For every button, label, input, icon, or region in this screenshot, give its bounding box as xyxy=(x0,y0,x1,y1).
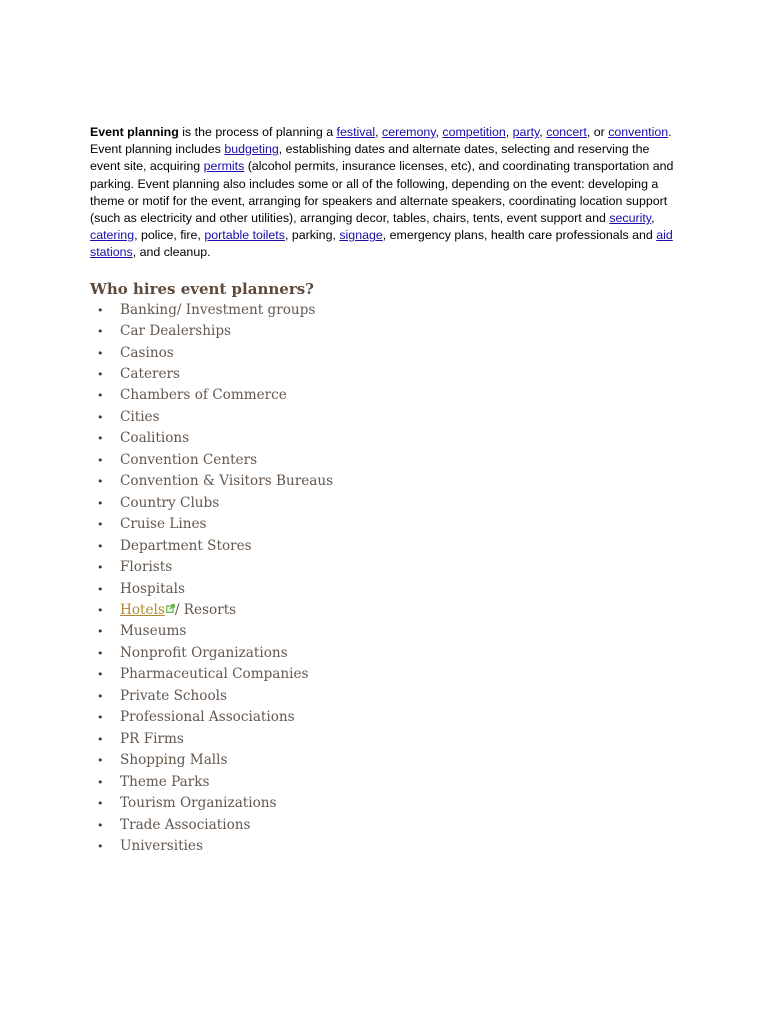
list-item-label: Convention Centers xyxy=(120,451,258,468)
intro-text: , and cleanup. xyxy=(132,245,211,260)
list-item xyxy=(90,729,680,750)
link-party[interactable]: party xyxy=(512,125,540,139)
bullet-icon: • xyxy=(97,432,104,446)
intro-sep: , xyxy=(505,125,513,139)
list-item-label: Museums xyxy=(120,623,187,640)
section-heading: Who hires event planners? xyxy=(90,279,314,298)
intro-text: , establishing dates and alternate dates, selecting and reserving the event site, acquiring xyxy=(90,142,650,174)
intro-text: is the process of planning a xyxy=(178,125,337,139)
bullet-icon: • xyxy=(97,539,104,553)
list-item xyxy=(90,536,680,557)
bullet-icon: • xyxy=(97,646,104,660)
link-festival[interactable]: festival xyxy=(336,125,376,139)
bullet-icon: • xyxy=(97,410,104,424)
list-item-label: Nonprofit Organizations xyxy=(120,644,288,661)
list-item xyxy=(90,579,680,600)
list-item xyxy=(90,815,680,836)
list-item xyxy=(90,707,680,728)
bullet-icon: • xyxy=(97,582,104,596)
link-concert[interactable]: concert xyxy=(546,125,587,139)
intro-text: , emergency plans, health care professionals and xyxy=(382,228,657,243)
link-competition[interactable]: competition xyxy=(442,125,506,139)
list-item-label: Universities xyxy=(120,837,203,854)
intro-paragraph xyxy=(90,124,680,262)
list-item-label: PR Firms xyxy=(120,730,184,747)
list-item-label: Country Clubs xyxy=(120,494,220,511)
list-item-label: Cities xyxy=(120,408,160,425)
intro-text: , or xyxy=(586,125,609,139)
list-item-label: Chambers of Commerce xyxy=(120,387,287,404)
bullet-icon: • xyxy=(97,325,104,339)
bullet-icon: • xyxy=(97,797,104,811)
link-security[interactable]: security xyxy=(609,211,652,226)
document-page xyxy=(90,124,680,857)
list-item-label: Caterers xyxy=(120,365,181,382)
link-signage[interactable]: signage xyxy=(339,228,383,243)
list-item-label: Department Stores xyxy=(120,537,252,554)
bullet-icon: • xyxy=(97,732,104,746)
list-item xyxy=(90,493,680,514)
bullet-icon: • xyxy=(97,453,104,467)
bullet-icon: • xyxy=(97,711,104,725)
link-catering[interactable]: catering xyxy=(90,228,135,243)
intro-text: . Event planning includes xyxy=(90,125,672,157)
list-item-label: Trade Associations xyxy=(120,816,251,833)
list-item-label: Tourism Organizations xyxy=(120,795,277,812)
intro-text: , parking, xyxy=(284,228,340,243)
list-item-label: Convention & Visitors Bureaus xyxy=(120,473,334,490)
bullet-icon: • xyxy=(97,818,104,832)
planners-list xyxy=(90,300,680,858)
bullet-icon: • xyxy=(97,346,104,360)
list-item-label: Shopping Malls xyxy=(120,752,228,769)
link-ceremony[interactable]: ceremony xyxy=(382,125,436,139)
list-item-label: Professional Associations xyxy=(120,709,295,726)
list-item xyxy=(90,772,680,793)
bullet-icon: • xyxy=(97,625,104,639)
bullet-icon: • xyxy=(97,475,104,489)
bullet-icon: • xyxy=(97,668,104,682)
list-item xyxy=(90,664,680,685)
bullet-icon: • xyxy=(97,775,104,789)
list-item xyxy=(90,514,680,535)
list-item xyxy=(90,450,680,471)
link-aid-stations[interactable]: aid stations xyxy=(90,228,673,260)
list-item xyxy=(90,750,680,771)
link-permits[interactable]: permits xyxy=(203,159,245,174)
bullet-icon: • xyxy=(97,389,104,403)
list-item xyxy=(90,621,680,642)
external-link-icon[interactable] xyxy=(166,604,175,613)
list-item xyxy=(90,407,680,428)
list-item xyxy=(90,300,680,321)
link-budgeting[interactable]: budgeting xyxy=(224,142,279,157)
bullet-icon: • xyxy=(97,496,104,510)
intro-text: (alcohol permits, insurance licenses, etc), and coordinating transportation and parking. Event planning also includes some or all of the following, depending on the event: developing a theme or motif for the event, arranging for speakers and alternate speakers, coordinating location support (such as electricity and other utilities), arranging decor, tables, chairs, tents, event support and xyxy=(90,159,674,226)
list-item-label: Pharmaceutical Companies xyxy=(120,666,309,683)
link-convention[interactable]: convention xyxy=(608,125,669,139)
bullet-icon: • xyxy=(97,839,104,853)
list-item-label: Private Schools xyxy=(120,687,227,704)
list-item-label: Hospitals xyxy=(120,580,185,597)
list-item-label: Car Dealerships xyxy=(120,323,232,340)
list-item-label: Banking/ Investment groups xyxy=(120,301,316,318)
list-item-label: / Resorts xyxy=(174,601,237,618)
intro-sep: , xyxy=(375,125,383,139)
list-item xyxy=(90,686,680,707)
bullet-icon: • xyxy=(97,561,104,575)
list-item xyxy=(90,364,680,385)
list-item-label: Coalitions xyxy=(120,430,190,447)
list-item xyxy=(90,343,680,364)
list-item xyxy=(90,428,680,449)
list-item-hotels xyxy=(90,600,680,621)
list-item-label: Theme Parks xyxy=(120,773,210,790)
bullet-icon: • xyxy=(97,689,104,703)
list-item xyxy=(90,557,680,578)
list-item xyxy=(90,643,680,664)
bullet-icon: • xyxy=(97,303,104,317)
link-hotels[interactable]: Hotels xyxy=(120,601,165,618)
list-item xyxy=(90,471,680,492)
bullet-icon: • xyxy=(97,603,104,617)
intro-text: , police, fire, xyxy=(134,228,205,243)
list-item-label: Florists xyxy=(120,559,173,576)
bullet-icon: • xyxy=(97,754,104,768)
list-item-label: Cruise Lines xyxy=(120,516,207,533)
intro-sep: , xyxy=(651,211,655,226)
list-item xyxy=(90,321,680,342)
bullet-icon: • xyxy=(97,367,104,381)
bullet-icon: • xyxy=(97,518,104,532)
intro-sep: , xyxy=(539,125,547,139)
list-item xyxy=(90,385,680,406)
intro-term: Event planning xyxy=(90,125,179,139)
intro-sep: , xyxy=(435,125,443,139)
list-item-label: Casinos xyxy=(120,344,174,361)
list-item xyxy=(90,836,680,857)
link-portable-toilets[interactable]: portable toilets xyxy=(204,228,285,243)
list-item xyxy=(90,793,680,814)
